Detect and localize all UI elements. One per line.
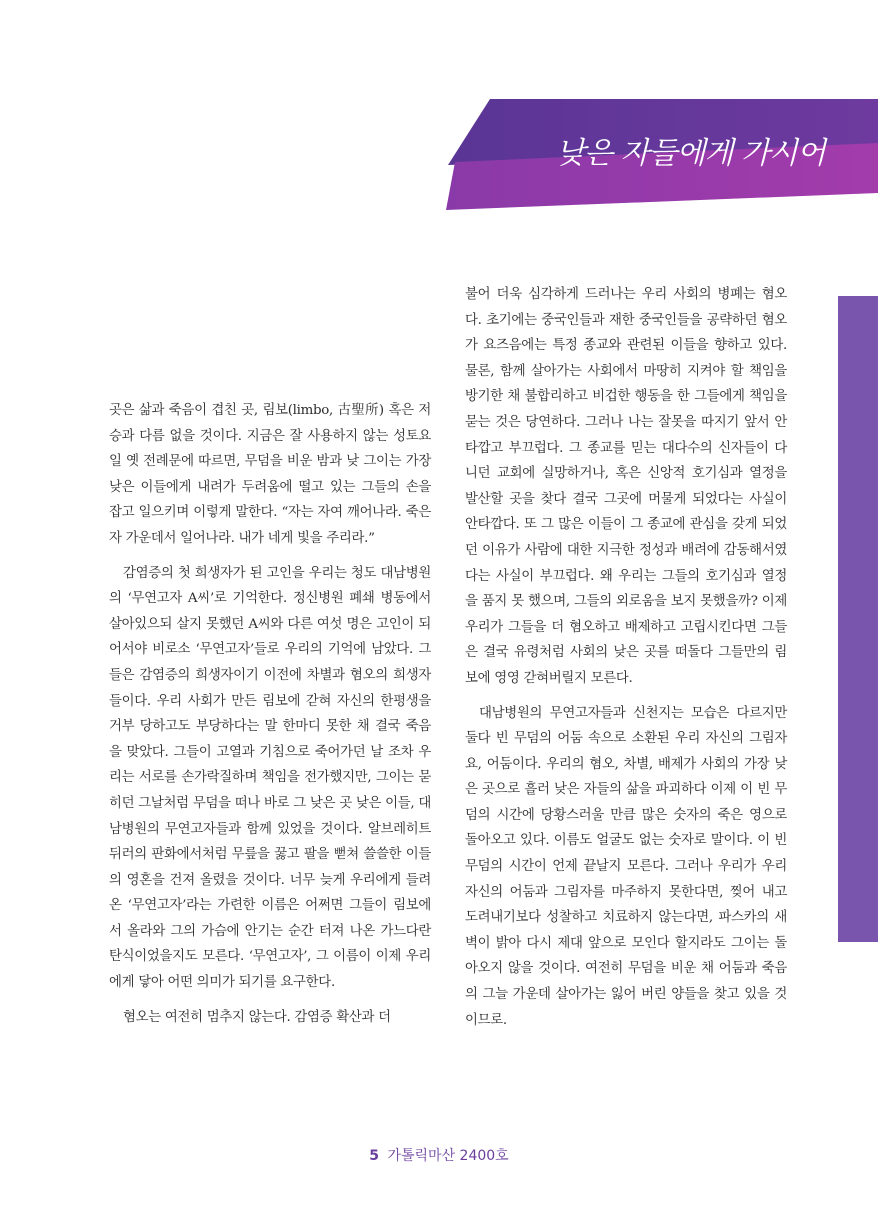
- header-banner: [0, 0, 878, 240]
- article-paragraph: 불어 더욱 심각하게 드러나는 우리 사회의 병폐는 혐오다. 초기에는 중국인들과 재한 중국인들을 공략하던 혐오가 요즈음에는 특정 종교와 관련된 이들을 향하고 있다. 물론, 함께 살아가는 사회에서 마땅히 지켜야 할 책임을 방기한 채 불합리하고 비겁한 행동을 한 그들에게 책임을 묻는 것은 당연하다. 그러나 나는 잘못을 따지기 앞서 안타깝고 부끄럽다. 그 종교를 믿는 대다수의 신자들이 다니던 교회에 실망하거나, 혹은 신앙적 호기심과 열정을 발산할 곳을 찾다 결국 그곳에 머물게 되었다는 사실이 안타깝다. 또 그 많은 이들이 그 종교에 관심을 갖게 되었던 이유가 사람에 대한 지극한 정성과 배려에 감동해서였다는 사실이 부끄럽다. 왜 우리는 그들의 호기심과 열정을 품지 못 했으며, 그들의 외로움을 보지 못했을까? 이제 우리가 그들을 더 혐오하고 배제하고 고립시킨다면 그들은 결국 유령처럼 사회의 낮은 곳를 떠돌다 그들만의 림보에 영영 갇혀버릴지 모른다.: [465, 287, 787, 686]
- article-paragraph: 혐오는 여전히 멈추지 않는다. 감염증 확산과 더: [123, 1009, 391, 1025]
- article-column-left: [109, 398, 431, 1030]
- article-paragraph: 감염증의 첫 희생자가 된 고인을 우리는 청도 대남병원의 ‘무연고자 A씨’로 기억한다. 정신병원 폐쇄 병동에서 살아있으되 살지 못했던 A씨와 다른 여섯 명은 고인이 되어서야 비로소 ‘무연고자’들로 우리의 기억에 남았다. 그들은 감염증의 희생자이기 이전에 차별과 혐오의 희생자들이다. 우리 사회가 만든 림보에 갇혀 자신의 한평생을 거부 당하고도 부당하다는 말 한마디 못한 채 결국 죽음을 맞았다. 그들이 고열과 기침으로 죽어가던 날 조차 우리는 서로를 손가락질하며 책임을 전가했지만, 그이는 묻히던 그날처럼 무덤을 떠나 바로 그 낮은 곳 낮은 이들, 대남병원의 무연고자들과 함께 있었을 것이다. 알브레히트 뒤러의 판화에서처럼 무릎을 꿇고 팔을 뻗쳐 쓸쓸한 이들의 영혼을 건져 올렸을 것이다. 너무 늦게 우리에게 들려온 ‘무연고자’라는 가련한 이름은 어쩌면 그들이 림보에서 올라와 그의 가슴에 안기는 순간 터져 나온 가느다란 탄식이었을지도 모른다. ‘무연고자’, 그 이름이 이제 우리에게 닿아 어떤 의미가 되기를 요구한다.: [109, 565, 431, 991]
- article-paragraph: 곳은 삶과 죽음이 겹친 곳, 림보(limbo, 古聖所) 혹은 저승과 다름 없을 것이다. 지금은 잘 사용하지 않는 성토요일 옛 전례문에 따르면, 무덤을 비운 밤과 낮 그이는 가장 낮은 이들에게 내려가 두려움에 떨고 있는 그들의 손을 잡고 일으키며 이렇게 말한다. “자는 자여 깨어나라. 죽은 자 가운데서 일어나라. 내가 네게 빛을 주리라.”: [109, 403, 431, 546]
- side-tab: [838, 296, 878, 942]
- publication-name: 가톨릭마산 2400호: [387, 1148, 509, 1164]
- page-number: 5: [369, 1148, 380, 1164]
- page-title: 낮은 자들에게 가시어: [556, 136, 825, 171]
- page-footer: [0, 1145, 878, 1165]
- article-column-right: [465, 282, 787, 1033]
- banner-ribbon: [0, 0, 878, 240]
- article-paragraph: 대남병원의 무연고자들과 신천지는 모습은 다르지만 둘다 빈 무덤의 어둠 속으로 소환된 우리 자신의 그림자요, 어둠이다. 우리의 혐오, 차별, 배제가 사회의 가장 낮은 곳으로 흘러 낮은 자들의 삶을 파괴하다 이제 이 빈 무덤의 시간에 당황스러울 만큼 많은 숫자의 죽은 영으로 돌아오고 있다. 이름도 얼굴도 없는 숫자로 말이다. 이 빈 무덤의 시간이 언제 끝날지 모른다. 그러나 우리가 우리 자신의 어둠과 그림자를 마주하지 못한다면, 찢어 내고 도려내기보다 성찰하고 치료하지 않는다면, 파스카의 새벽이 밝아 다시 제대 앞으로 모인다 할지라도 그이는 돌아오지 않을 것이다. 여전히 무덤을 비운 채 어둠과 죽음의 그늘 가운데 살아가는 잃어 버린 양들을 찾고 있을 것이므로.: [465, 705, 787, 1028]
